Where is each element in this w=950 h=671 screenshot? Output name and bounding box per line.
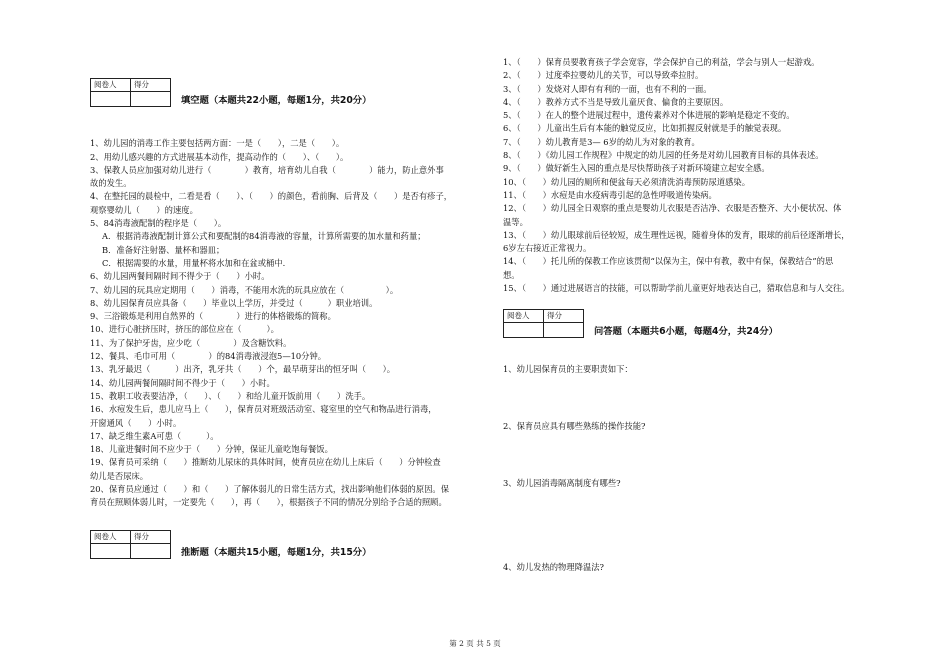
judge-question-list: [503, 56, 911, 295]
fill-question-line: 4、在整托园的晨检中，二看是看（ ）、（ ）的颜色，看前胸、后背及（ ）是否有疹子，: [90, 191, 453, 202]
fill-question-line: 15、教职工收表要洁净，（ ）、（ ）和给儿童开饭前用（ ）洗手。: [90, 390, 371, 401]
score-label: 得分: [544, 310, 584, 323]
fill-question-line: 1、幼儿园的消毒工作主要包括两方面：一是（ ），二是（ ）。: [90, 138, 345, 149]
fill-question-line: 观察婴幼儿（ ）的速度。: [90, 204, 198, 215]
fill-question-line: 13、乳牙最迟（ ）出齐，乳牙共（ ）个，最早萌芽出的恒牙叫（ ）。: [90, 364, 396, 375]
fill-question-line: 育员在照顾体弱儿时，一定要先（ ），再（ ），根据孩子不同的情况分别给予合适的照顾。: [90, 497, 447, 508]
fill-question-line: 开窗通风（ ）小时。: [90, 417, 182, 428]
judge-question-line: 10、（ ）幼儿园的厕所和便盆每天必须清洗消毒预防尿道感染。: [503, 176, 751, 187]
judge-question-line: 9、（ ）做好新生入园的重点是尽快帮助孩子对新环境建立起安全感。: [503, 163, 770, 174]
fill-question-line: 6、幼儿园两餐间隔时间不得少于（ ）小时。: [90, 271, 270, 282]
fill-question-line: 12、餐具、毛巾可用（ ）的84消毒液浸泡5—10分钟。: [90, 351, 327, 362]
fill-question-line: 10、进行心脏挤压时，挤压的部位应在（ ）。: [90, 324, 279, 335]
qa-question-list: [503, 363, 911, 574]
fill-question-line: 17、缺乏维生素A可患（ ）。: [90, 430, 219, 441]
fill-question-line: 7、幼儿园的玩具应定期用（ ）消毒，不能用水洗的玩具应放在（ ）。: [90, 284, 399, 295]
judge-question-line: 6岁左右接近正常视力。: [503, 243, 592, 254]
judge-question-line: 3、（ ）发烧对人即有有利的一面，也有不利的一面。: [503, 83, 712, 94]
fill-question-line: 5、84消毒液配制的程序是（ ）。: [90, 218, 227, 229]
page-number: 第 2 页 共 5 页: [449, 639, 501, 648]
judge-question-line: 6、（ ）儿童出生后有本能的触觉反应，比如抓握反射就是手的触觉表现。: [503, 123, 787, 134]
score-label: 得分: [131, 79, 171, 92]
reviewer-cell: [504, 323, 544, 338]
judge-section-header: [90, 530, 490, 559]
fill-question-line: 19、保育员可采纳（ ）推断幼儿尿床的具体时间，使育员应在幼儿上床后（ ）分钟检查: [90, 457, 441, 468]
score-label: 得分: [131, 530, 171, 543]
left-column: [90, 78, 490, 559]
judge-question-line: 14、（ ）托儿所的保教工作应该贯彻“以保为主，保中有教，教中有保，保教结合”的思: [503, 256, 834, 267]
reviewer-cell: [91, 92, 131, 107]
score-cell: [131, 543, 171, 558]
reviewer-label: 阅卷人: [91, 530, 131, 543]
fill-question-option: C．根据需要的水量，用量杯将水加和在盆或桶中.: [102, 257, 286, 268]
judge-question-line: 1、（ ）保育员要教育孩子学会宽容，学会保护自己的利益，学会与别人一起游戏。: [503, 57, 820, 67]
fill-question-line: 8、幼儿园保育员应具备（ ）毕业以上学历，并受过（ ）职业培训。: [90, 297, 378, 308]
score-box: [90, 530, 171, 559]
fill-question-line: 3、保教人员应加强对幼儿进行（ ）教育，培育幼儿自我（ ）能力，防止意外事: [90, 164, 444, 175]
right-column: [503, 56, 911, 574]
judge-question-line: 11、（ ）水痘是由水疫病毒引起的急性呼吸道传染病。: [503, 189, 717, 200]
judge-section-title: 推断题（本题共15小题，每题1分，共15分）: [181, 546, 372, 558]
reviewer-label: 阅卷人: [504, 310, 544, 323]
fill-question-line: 14、幼儿园两餐间隔时间不得少于（ ）小时。: [90, 377, 275, 388]
fill-question-line: 故的发生。: [90, 178, 132, 189]
qa-section-header: [503, 309, 911, 338]
judge-question-line: 温等。: [503, 216, 528, 227]
fill-question-line: 20、保育员应通过（ ）和（ ）了解体弱儿的日常生活方式，找出影响他们体弱的原因。保: [90, 484, 450, 495]
fill-question-list: [90, 137, 490, 509]
qa-question: 4、幼儿发热的物理降温法?: [503, 561, 604, 572]
score-box: [90, 78, 171, 107]
qa-question: 2、保育员应具有哪些熟练的操作技能?: [503, 420, 646, 431]
reviewer-cell: [91, 543, 131, 558]
qa-section-title: 问答题（本题共6小题，每题4分，共24分）: [594, 326, 778, 338]
judge-question-line: 8、（ ）《幼儿园工作规程》中规定的幼儿园的任务是对幼儿园教育目标的具体表述。: [503, 150, 824, 161]
qa-question: 1、幼儿园保育员的主要职责如下：: [503, 363, 633, 374]
fill-question-line: 18、儿童进餐时间不应少于（ ）分钟，保证儿童吃饱每餐饭。: [90, 444, 333, 455]
judge-question-line: 2、（ ）过度牵拉婴幼儿的关节，可以导致牵拉肘。: [503, 70, 704, 81]
reviewer-label: 阅卷人: [91, 79, 131, 92]
judge-question-line: 13、（ ）幼儿眼球前后径较短，成生理性远视，随着身体的发育，眼球的前后径逐渐增长，: [503, 229, 850, 240]
fill-question-line: 9、三浴锻炼是利用自然界的（ ）进行的体格锻炼的简称。: [90, 311, 336, 322]
fill-question-option: B．准备好注射器、量杯和器皿；: [102, 244, 225, 255]
score-cell: [131, 92, 171, 107]
fill-question-line: 16、水痘发生后，患儿应马上（ ），保育员对班级活动室、寝室里的空气和物品进行消毒，: [90, 404, 437, 415]
fill-question-line: 幼儿是否尿床。: [90, 470, 149, 481]
qa-question: 3、幼儿园消毒隔离制度有哪些?: [503, 478, 621, 489]
judge-question-line: 想。: [503, 269, 520, 280]
fill-question-option: A．根据消毒液配制计算公式和要配制的84消毒液的容量，计算所需要的加水量和药量；: [102, 231, 426, 242]
score-cell: [544, 323, 584, 338]
fill-question-line: 2、用幼儿感兴趣的方式进展基本动作，提高动作的（ ）、（ ）。: [90, 151, 349, 162]
fill-question-line: 11、为了保护牙齿，应少吃（ ）及含糖饮料。: [90, 337, 292, 348]
fill-section-header: [90, 78, 490, 107]
judge-question-line: 7、（ ）幼儿教育是3— 6岁的幼儿为对象的教育。: [503, 136, 700, 147]
judge-question-line: 4、（ ）教养方式不当是导致儿童厌食、偏食的主要原因。: [503, 96, 729, 107]
score-box: [503, 309, 584, 338]
judge-question-line: 12、（ ）幼儿园全日观察的重点是婴幼儿衣服是否洁净、衣服是否整齐、大小便状况、体: [503, 203, 842, 214]
judge-question-line: 5、（ ）在人的整个进展过程中，遗传素养对个体进展的影响是稳定不变的。: [503, 110, 795, 121]
judge-question-line: 15、（ ）通过进展语言的技能，可以帮助学前儿童更好地表达自己，猎取信息和与人交往。: [503, 283, 850, 294]
fill-section-title: 填空题（本题共22小题，每题1分，共20分）: [181, 95, 372, 106]
